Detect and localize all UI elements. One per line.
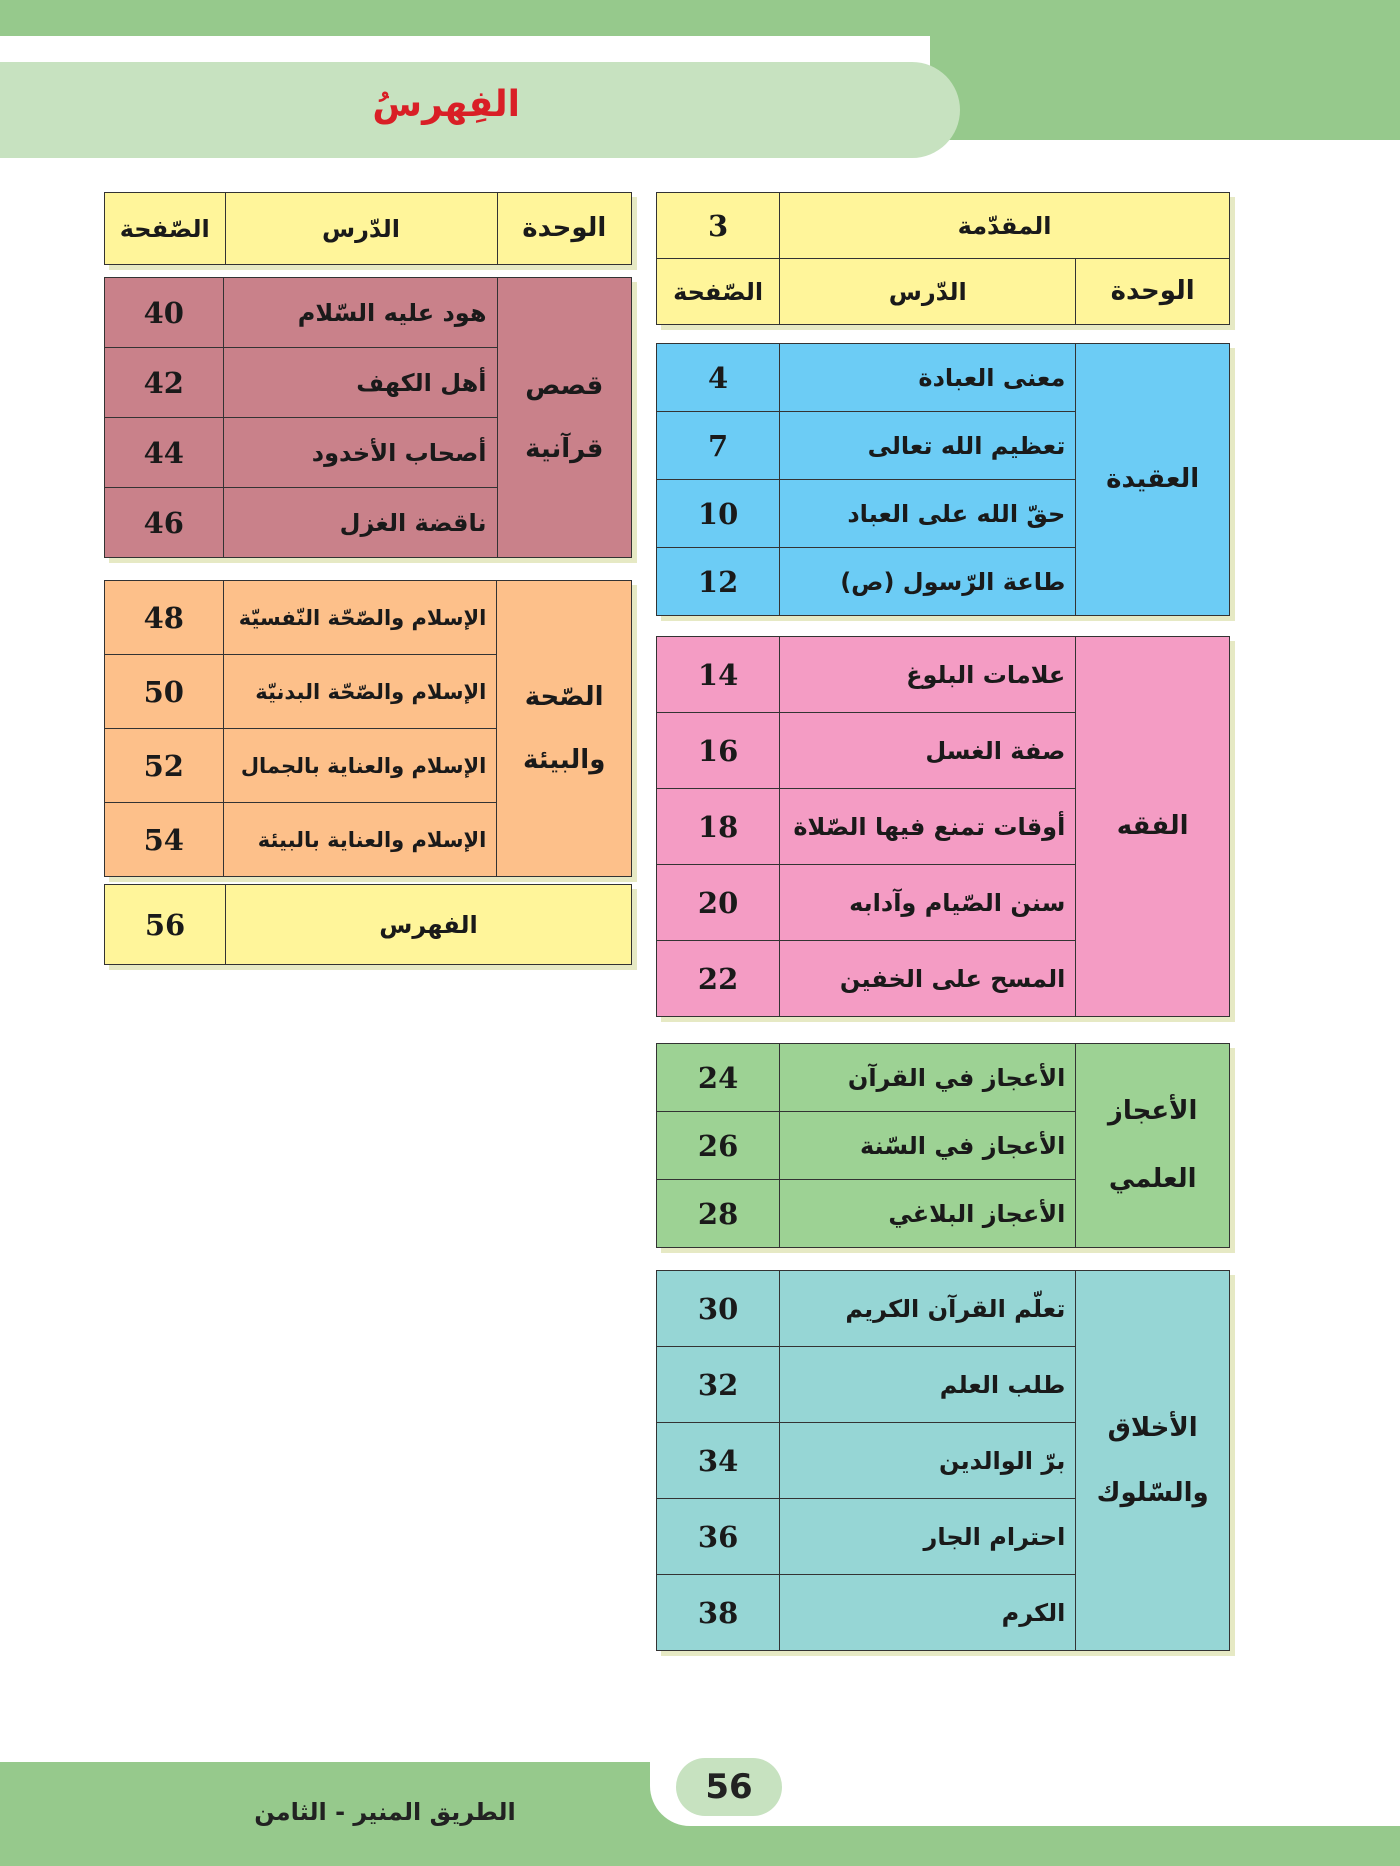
intro-label: المقدّمة: [780, 193, 1230, 259]
lesson-title: تعلّم القرآن الكريم: [780, 1271, 1076, 1347]
lesson-title: الأعجاز في السّنة: [780, 1112, 1076, 1180]
lesson-page: 42: [105, 348, 224, 418]
lesson-title: الإسلام والصّحّة النّفسيّة: [223, 581, 497, 655]
unit-table-fiqh: [656, 636, 1230, 1017]
unit-table-akhlaq: [656, 1270, 1230, 1651]
lesson-page: 18: [657, 789, 780, 865]
lesson-page: 48: [105, 581, 224, 655]
unit-table-aqeeda: [656, 343, 1230, 616]
lesson-title: أصحاب الأخدود: [223, 418, 497, 488]
header-unit: الوحدة: [497, 193, 631, 265]
top-right-band: [930, 0, 1400, 140]
lesson-page: 34: [657, 1423, 780, 1499]
lesson-page: 40: [105, 278, 224, 348]
lesson-title: الأعجاز البلاغي: [780, 1180, 1076, 1248]
lesson-title: علامات البلوغ: [780, 637, 1076, 713]
lesson-title: معنى العبادة: [780, 344, 1076, 412]
index-entry-label: الفهرس: [226, 885, 632, 965]
lesson-page: 46: [105, 488, 224, 558]
unit-name: الصّحة والبيئة: [497, 581, 632, 877]
page-title: الفِهرسُ: [372, 84, 520, 125]
lesson-title: هود عليه السّلام: [223, 278, 497, 348]
header-unit: الوحدة: [1076, 259, 1230, 325]
intro-header-table: [656, 192, 1230, 325]
lesson-page: 4: [657, 344, 780, 412]
lesson-page: 52: [105, 729, 224, 803]
lesson-title: الإسلام والصّحّة البدنيّة: [223, 655, 497, 729]
lesson-title: طاعة الرّسول (ص): [780, 548, 1076, 616]
lesson-page: 32: [657, 1347, 780, 1423]
lesson-page: 26: [657, 1112, 780, 1180]
lesson-title: الإسلام والعناية بالجمال: [223, 729, 497, 803]
book-footer: الطريق المنير - الثامن: [254, 1798, 516, 1826]
unit-name: الأعجاز العلمي: [1076, 1044, 1230, 1248]
lesson-page: 10: [657, 480, 780, 548]
lesson-title: الكرم: [780, 1575, 1076, 1651]
lesson-page: 7: [657, 412, 780, 480]
header-page: الصّفحة: [657, 259, 780, 325]
lesson-title: حقّ الله على العباد: [780, 480, 1076, 548]
lesson-page: 44: [105, 418, 224, 488]
lesson-title: سنن الصّيام وآدابه: [780, 865, 1076, 941]
lesson-page: 22: [657, 941, 780, 1017]
lesson-page: 36: [657, 1499, 780, 1575]
lesson-title: أوقات تمنع فيها الصّلاة: [780, 789, 1076, 865]
intro-page: 3: [657, 193, 780, 259]
unit-name: قصص قرآنية: [497, 278, 632, 558]
lesson-title: ناقضة الغزل: [223, 488, 497, 558]
lesson-page: 28: [657, 1180, 780, 1248]
lesson-title: برّ الوالدين: [780, 1423, 1076, 1499]
unit-name: الأخلاق والسّلوك: [1076, 1271, 1230, 1651]
lesson-page: 16: [657, 713, 780, 789]
lesson-title: طلب العلم: [780, 1347, 1076, 1423]
page-number: 56: [676, 1758, 782, 1816]
lesson-title: الإسلام والعناية بالبيئة: [223, 803, 497, 877]
unit-table-health: [104, 580, 632, 877]
lesson-page: 50: [105, 655, 224, 729]
unit-table-qisas: [104, 277, 632, 558]
lesson-title: أهل الكهف: [223, 348, 497, 418]
header-lesson: الدّرس: [780, 259, 1076, 325]
lesson-title: صفة الغسل: [780, 713, 1076, 789]
lesson-title: احترام الجار: [780, 1499, 1076, 1575]
header-page: الصّفحة: [105, 193, 226, 265]
lesson-page: 54: [105, 803, 224, 877]
lesson-page: 38: [657, 1575, 780, 1651]
unit-name: العقيدة: [1076, 344, 1230, 616]
lesson-page: 24: [657, 1044, 780, 1112]
lesson-title: المسح على الخفين: [780, 941, 1076, 1017]
header-lesson: الدّرس: [225, 193, 497, 265]
left-header-table: [104, 192, 632, 265]
lesson-page: 20: [657, 865, 780, 941]
lesson-page: 14: [657, 637, 780, 713]
lesson-page: 30: [657, 1271, 780, 1347]
lesson-title: تعظيم الله تعالى: [780, 412, 1076, 480]
unit-table-ijaz: [656, 1043, 1230, 1248]
lesson-title: الأعجاز في القرآن: [780, 1044, 1076, 1112]
index-entry-page: 56: [105, 885, 226, 965]
index-entry-table: [104, 884, 632, 965]
lesson-page: 12: [657, 548, 780, 616]
unit-name: الفقه: [1076, 637, 1230, 1017]
